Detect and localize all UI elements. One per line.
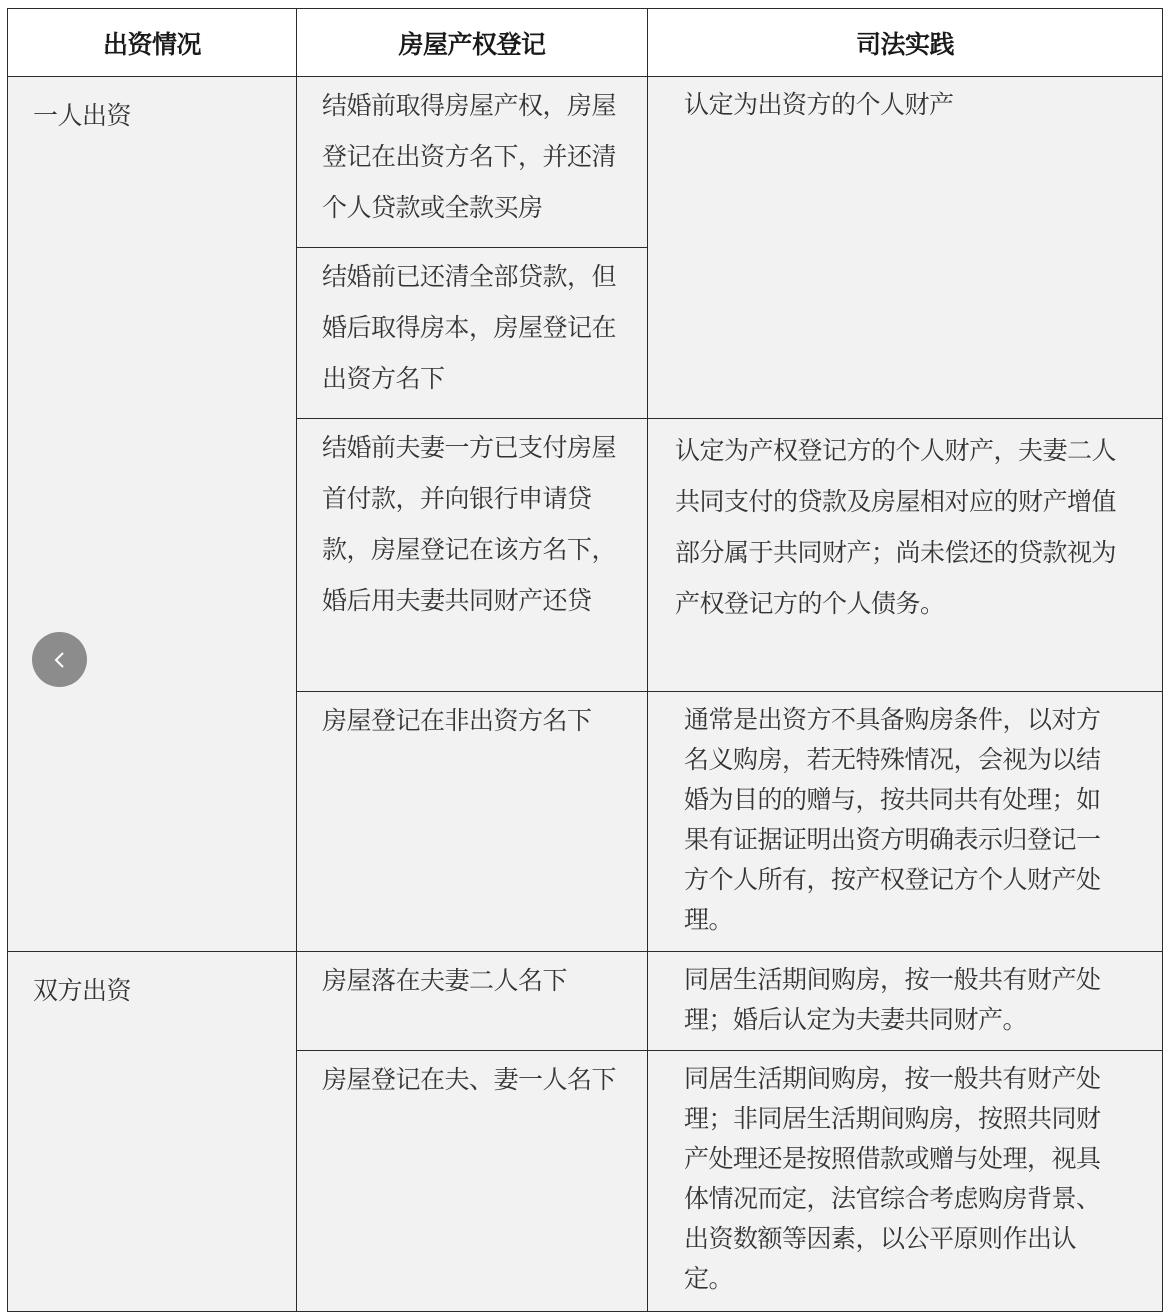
cell-registration: 结婚前已还清全部贷款，但婚后取得房本，房屋登记在出资方名下 (297, 248, 648, 419)
cell-funding-joint: 双方出资 (8, 952, 297, 1312)
header-practice: 司法实践 (648, 9, 1163, 77)
property-table (7, 8, 1163, 1312)
cell-registration: 结婚前取得房屋产权，房屋登记在出资方名下，并还清个人贷款或全款买房 (297, 77, 648, 248)
header-funding: 出资情况 (8, 9, 297, 77)
cell-practice: 认定为产权登记方的个人财产，夫妻二人共同支付的贷款及房屋相对应的财产增值部分属于共同财产；尚未偿还的贷款视为产权登记方的个人债务。 (648, 419, 1163, 692)
cell-funding-single: 一人出资 (8, 77, 297, 952)
cell-practice: 认定为出资方的个人财产 (648, 77, 1163, 419)
prev-button[interactable] (32, 632, 87, 687)
table-header-row (8, 9, 1163, 77)
cell-practice: 通常是出资方不具备购房条件，以对方名义购房，若无特殊情况，会视为以结婚为目的的赠与，按共同共有处理；如果有证据证明出资方明确表示归登记一方个人所有，按产权登记方个人财产处理。 (648, 692, 1163, 952)
cell-registration: 房屋落在夫妻二人名下 (297, 952, 648, 1051)
cell-registration: 结婚前夫妻一方已支付房屋首付款，并向银行申请贷款，房屋登记在该方名下，婚后用夫妻共同财产还贷 (297, 419, 648, 692)
table-row (8, 952, 1163, 1051)
cell-practice: 同居生活期间购房，按一般共有财产处理；非同居生活期间购房，按照共同财产处理还是按照借款或赠与处理，视具体情况而定，法官综合考虑购房背景、出资数额等因素，以公平原则作出认定。 (648, 1051, 1163, 1312)
cell-practice: 同居生活期间购房，按一般共有财产处理；婚后认定为夫妻共同财产。 (648, 952, 1163, 1051)
table-row (8, 77, 1163, 248)
cell-registration: 房屋登记在夫、妻一人名下 (297, 1051, 648, 1312)
chevron-left-icon (50, 648, 70, 672)
cell-registration: 房屋登记在非出资方名下 (297, 692, 648, 952)
header-registration: 房屋产权登记 (297, 9, 648, 77)
